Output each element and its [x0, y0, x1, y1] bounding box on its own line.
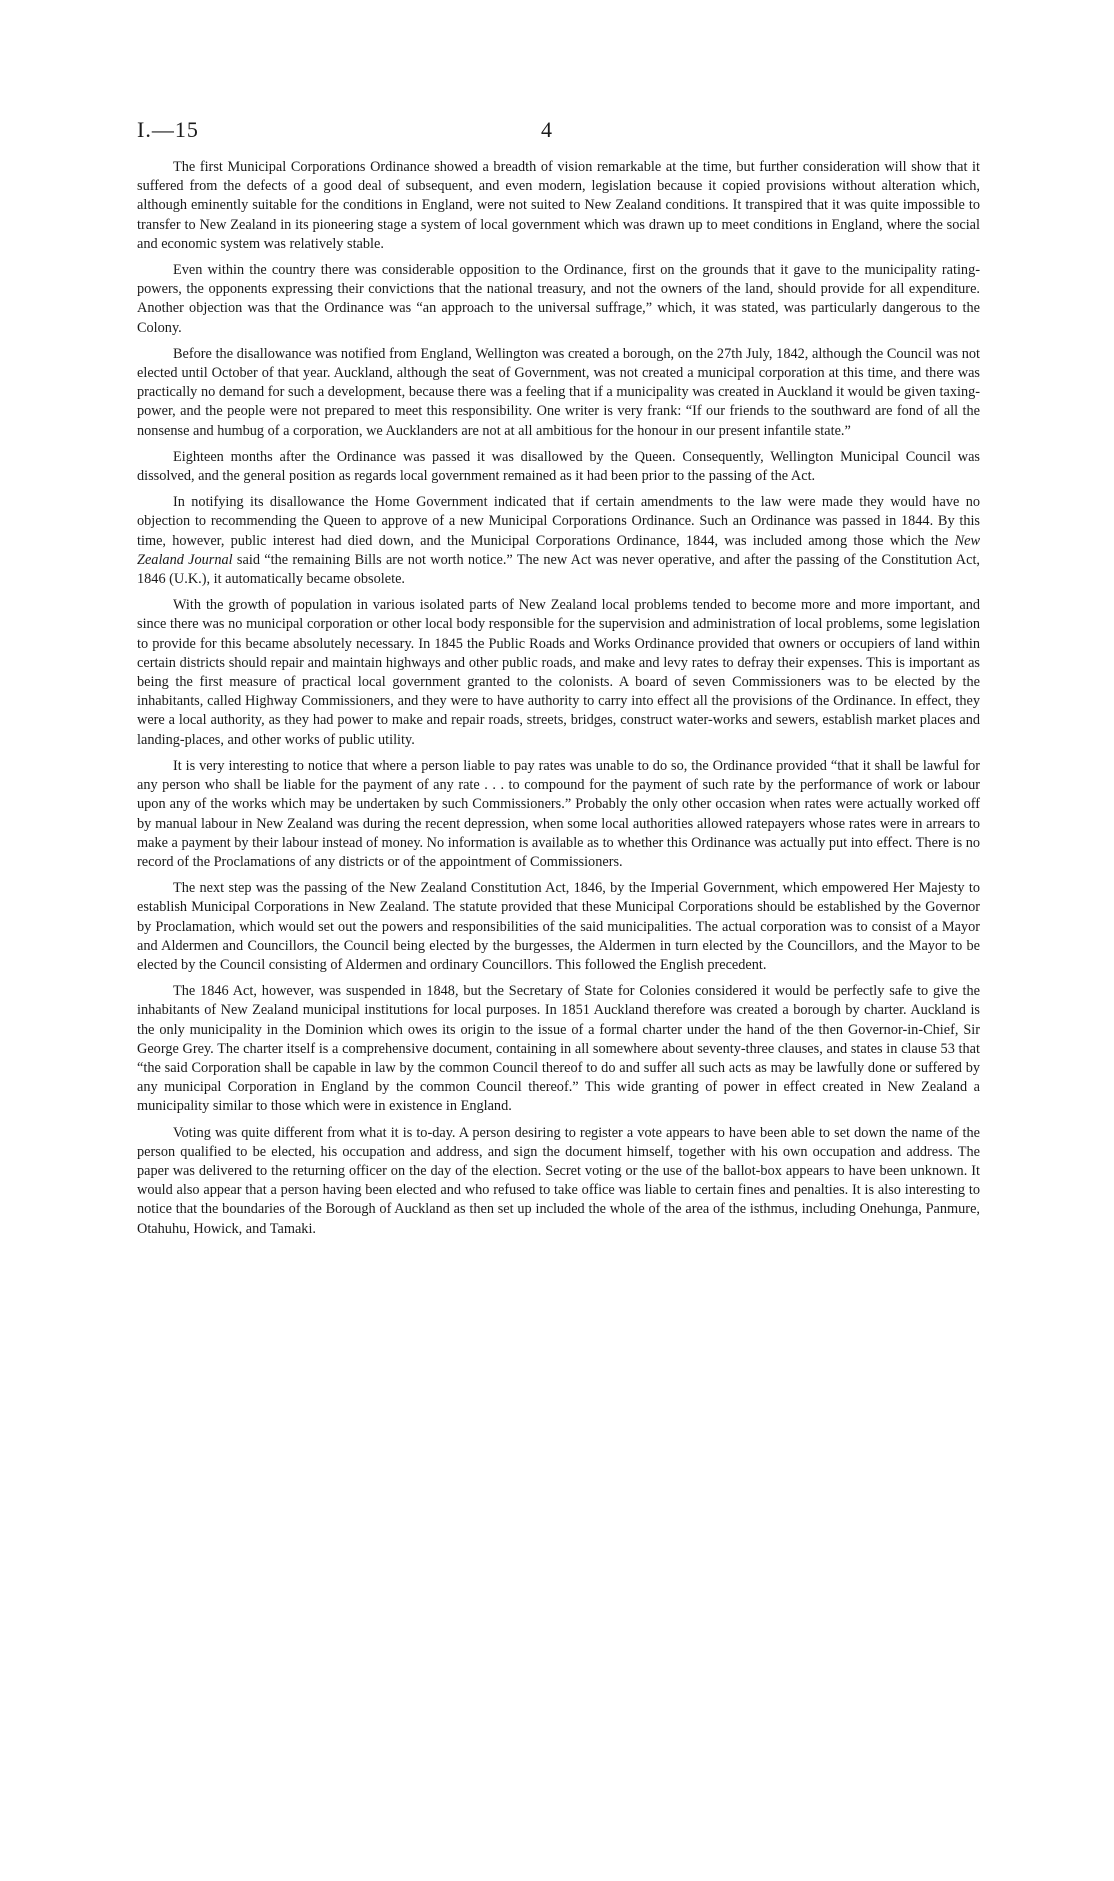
paragraph-5 [137, 493, 980, 589]
paragraph-1: The first Municipal Corporations Ordinance showed a breadth of vision remarkable at the time, but further consideration will show that it suffered from the defects of a good deal of subsequent, and even modern, legislation because it copied provisions without alteration which, although eminently suitable for the conditions in England, were not suited to New Zealand conditions. It transpired that it was quite impossible to transfer to New Zealand in its pioneering stage a system of local government which was drawn up to meet conditions in England, where the social and economic system was relatively stable. [137, 159, 980, 252]
paragraph-9: The 1846 Act, however, was suspended in 1848, but the Secretary of State for Colonies considered it would be perfectly safe to give the inhabitants of New Zealand municipal institutions for local purposes. In 1851 Auckland therefore was created a borough by charter. Auckland is the only municipality in the Dominion which owes its origin to the issue of a formal charter under the hand of the then Governor-in-Chief, Sir George Grey. The charter itself is a comprehensive document, containing in all somewhere about seventy-three clauses, and states in clause 53 that “the said Corporation shall be capable in law by the common Council thereof to do and suffer all such acts as may be lawfully done or suffered by any municipal Corporation in England by the common Council thereof.” This wide granting of power in effect created in New Zealand a municipality similar to those which were in existence in England. [137, 983, 980, 1115]
paragraph-5-text-before: In notifying its disallowance the Home Government indicated that if certain amendments to the law were made they would have no objection to recommending the Queen to approve of a new Municipal Corporations Ordinance. Such an Ordinance was passed in 1844. By this time, however, public interest had died down, and the Municipal Corporations Ordinance, 1844, was included among those which the [137, 494, 980, 549]
paragraph-4: Eighteen months after the Ordinance was passed it was disallowed by the Queen. Consequently, Wellington Municipal Council was dissolved, and the general position as regards local government remained as it had been prior to the passing of the Act. [137, 448, 980, 485]
paragraph-6: With the growth of population in various isolated parts of New Zealand local problems tended to become more and more important, and since there was no municipal corporation or other local body responsible for the supervision and administration of local problems, some legislation to provide for this became absolutely necessary. In 1845 the Public Roads and Works Ordinance provided that owners or occupiers of land within certain districts should repair and maintain highways and other public roads, and make and levy rates to defray their expenses. This is important as being the first measure of practical local government granted to the colonists. A board of seven Commissioners was to be elected by the inhabitants, called Highway Commissioners, and they were to have authority to carry into effect all the provisions of the Ordinance. In effect, they were a local authority, as they had power to make and repair roads, streets, bridges, construct water-works and sewers, establish market places and landing-places, and other works of public utility. [137, 597, 980, 748]
paragraph-5-text-after: said “the remaining Bills are not worth notice.” The new Act was never operative, and after the passing of the Constitution Act, 1846 (U.K.), it automatically became obsolete. [137, 551, 980, 588]
document-reference: I.—15 [137, 117, 199, 142]
page-header [137, 117, 977, 147]
paragraph-7: It is very interesting to notice that where a person liable to pay rates was unable to do so, the Ordinance provided “that it shall be lawful for any person who shall be liable for the payment of any rate . . . to compound for the payment of such rate by the performance of work or labour upon any of the works which may be undertaken by such Commissioners.” Probably the only other occasion when rates were actually worked off by manual labour in New Zealand was during the recent depression, when some local authorities allowed ratepayers whose rates were in arrears to make a payment by their labour instead of money. No information is available as to whether this Ordinance was actually put into effect. There is no record of the Proclamations of any districts or of the appointment of Commissioners. [137, 757, 980, 870]
journal-title: New Zealand Journal [137, 532, 980, 568]
paragraph-8: The next step was the passing of the New Zealand Constitution Act, 1846, by the Imperial Government, which empowered Her Majesty to establish Municipal Corporations in New Zealand. The statute provided that these Municipal Corporations should be established by the Governor by Proclamation, which would set out the powers and responsibilities of the said municipalities. The actual corporation was to consist of a Mayor and Aldermen and Councillors, the Council being elected by the burgesses, the Aldermen in turn elected by the Councillors, and the Mayor to be elected by the Council consisting of Aldermen and ordinary Councillors. This followed the English precedent. [137, 880, 980, 973]
paragraph-3: Before the disallowance was notified from England, Wellington was created a borough, on the 27th July, 1842, although the Council was not elected until October of that year. Auckland, although the seat of Government, was not created a municipal corporation at this time, and there was practically no demand for such a development, because there was a feeling that if a municipality was created in Auckland it would be given taxing-power, and the people were not prepared to meet this responsibility. One writer is very frank: “If our friends to the southward are fond of all the nonsense and humbug of a corporation, we Aucklanders are not at all ambitious for the honour in our present infantile state.” [137, 345, 980, 439]
paragraph-10: Voting was quite different from what it is to-day. A person desiring to register a vote appears to have been able to set down the name of the person qualified to be elected, his occupation and address, and sign the document himself, together with his own occupation and address. The paper was delivered to the returning officer on the day of the election. Secret voting or the use of the ballot-box appears to have been unknown. It would also appear that a person having been elected and who refused to take office was liable to certain fines and penalties. It is also interesting to notice that the boundaries of the Borough of Auckland as then set up included the whole of the area of the isthmus, including Onehunga, Panmure, Otahuhu, Howick, and Tamaki. [137, 1124, 980, 1237]
body-text [137, 158, 980, 1246]
page-number: 4 [541, 117, 552, 142]
paragraph-2: Even within the country there was considerable opposition to the Ordinance, first on the grounds that it gave to the municipality rating-powers, the opponents expressing their convictions that the national treasury, and not the owners of the land, should provide for all expenditure. Another objection was that the Ordinance was “an approach to the universal suffrage,” which, it was stated, was particularly dangerous to the Colony. [137, 262, 980, 336]
